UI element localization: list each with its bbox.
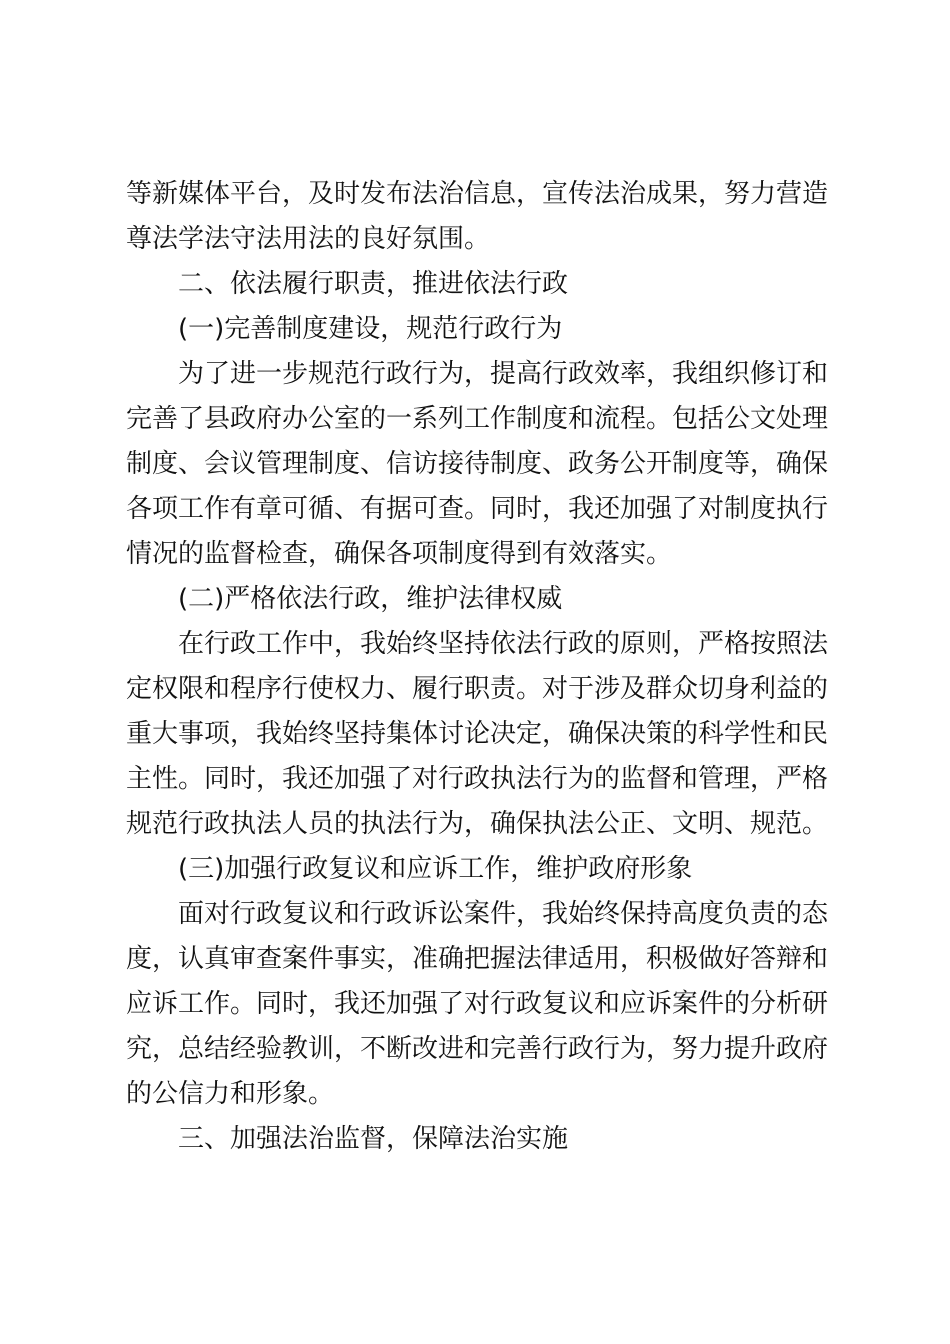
subsection-heading: (三)加强行政复议和应诉工作，维护政府形象: [178, 854, 693, 884]
paragraph-first-line: 在行政工作中，我始终坚持依法行政的原则，严格按照法: [178, 629, 829, 659]
body-line: 度，认真审查案件事实，准确把握法律适用，积极做好答辩和: [126, 944, 829, 974]
body-line: 制度、会议管理制度、信访接待制度、政务公开制度等，确保: [126, 449, 829, 479]
body-line: 的公信力和形象。: [126, 1079, 335, 1109]
document-body: [126, 172, 829, 1162]
body-line: 应诉工作。同时，我还加强了对行政复议和应诉案件的分析研: [126, 989, 829, 1019]
body-line: 情况的监督检查，确保各项制度得到有效落实。: [126, 539, 673, 569]
body-line: 尊法学法守法用法的良好氛围。: [126, 224, 491, 254]
section-heading: 三、加强法治监督，保障法治实施: [178, 1124, 569, 1154]
body-line: 规范行政执法人员的执法行为，确保执法公正、文明、规范。: [126, 809, 829, 839]
section-heading: 二、依法履行职责，推进依法行政: [178, 269, 569, 299]
body-line: 完善了县政府办公室的一系列工作制度和流程。包括公文处理: [126, 404, 829, 434]
subsection-heading: (一)完善制度建设，规范行政行为: [178, 314, 563, 344]
paragraph-first-line: 面对行政复议和行政诉讼案件，我始终保持高度负责的态: [178, 899, 829, 929]
body-line: 定权限和程序行使权力、履行职责。对于涉及群众切身利益的: [126, 674, 829, 704]
body-line: 究，总结经验教训，不断改进和完善行政行为，努力提升政府: [126, 1034, 829, 1064]
body-line: 等新媒体平台，及时发布法治信息，宣传法治成果，努力营造: [126, 179, 829, 209]
body-line: 主性。同时，我还加强了对行政执法行为的监督和管理，严格: [126, 764, 829, 794]
body-line: 各项工作有章可循、有据可查。同时，我还加强了对制度执行: [126, 494, 829, 524]
body-line: 重大事项，我始终坚持集体讨论决定，确保决策的科学性和民: [126, 719, 829, 749]
paragraph-first-line: 为了进一步规范行政行为，提高行政效率，我组织修订和: [178, 359, 829, 389]
subsection-heading: (二)严格依法行政，维护法律权威: [178, 584, 563, 614]
